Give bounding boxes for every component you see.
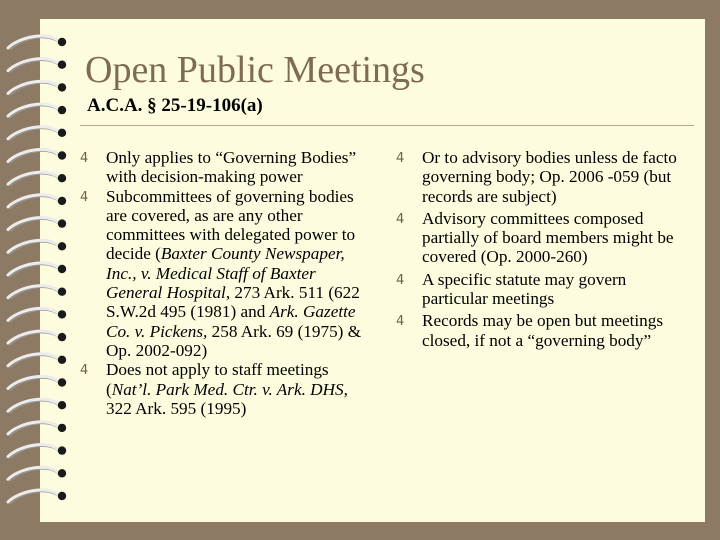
binding-ring-icon <box>8 172 66 186</box>
left-bullet-list <box>80 148 372 418</box>
bullet-text: A specific statute may govern particular meetings <box>422 269 627 309</box>
case-citation: Ark. Gazette Co. v. Pickens, <box>106 302 356 341</box>
list-item <box>396 311 696 350</box>
binding-ring-icon <box>8 286 66 300</box>
bullet-marker-icon: 4 <box>396 151 405 166</box>
bullet-text-part: , 273 Ark. 511 (622 S.W.2d 495 (1981) and <box>106 283 360 322</box>
binding-ring-icon <box>8 331 66 345</box>
list-item <box>80 187 372 361</box>
bullet-text <box>106 360 348 418</box>
binding-ring-icon <box>8 240 66 254</box>
list-item <box>396 209 696 267</box>
binding-ring-icon <box>8 149 66 163</box>
binding-ring-icon <box>8 263 66 277</box>
bullet-marker-icon: 4 <box>396 314 405 330</box>
binding-ring-icon <box>8 467 66 481</box>
binding-ring-icon <box>8 218 66 232</box>
spiral-binding <box>0 0 80 540</box>
binding-ring-icon <box>8 490 66 504</box>
bullet-marker-icon: 4 <box>396 211 405 227</box>
bullet-text-part: Subcommittees of governing bodies are covered, as are any other committees with delegated power to decide ( <box>106 186 356 264</box>
bullet-text: Only applies to “Governing Bodies” with decision-making power <box>106 148 357 187</box>
bullet-marker-icon: 4 <box>80 363 89 379</box>
list-item <box>80 148 372 187</box>
binding-ring-icon <box>8 59 66 73</box>
binding-ring-icon <box>8 308 66 322</box>
binding-ring-icon <box>8 399 66 413</box>
case-citation: Nat’l. Park Med. Ctr. v. Ark. DHS <box>111 379 344 399</box>
bullet-text: Records may be open but meetings closed, if not a “governing body” <box>422 311 664 350</box>
list-item <box>80 360 372 418</box>
binding-ring-icon <box>8 354 66 368</box>
title-divider <box>80 125 694 126</box>
case-citation: Baxter County Newspaper, Inc., v. Medical Staff of Baxter General Hospital <box>106 244 345 303</box>
binding-ring-icon <box>8 445 66 459</box>
binding-ring-icon <box>8 195 66 209</box>
bullet-text-part: Does not apply to staff meetings ( <box>106 360 329 399</box>
list-item <box>396 148 696 206</box>
bullet-text: Advisory committees composed partially of board members might be covered (Op. 2000-260) <box>422 208 674 267</box>
binding-ring-icon <box>8 36 66 50</box>
bullet-marker-icon: 4 <box>80 189 89 205</box>
bullet-text-part: , 322 Ark. 595 (1995) <box>106 379 348 418</box>
right-bullet-list <box>396 148 696 353</box>
bullet-text-part: 258 Ark. 69 (1975) & Op. 2002-092) <box>106 321 362 360</box>
slide-subtitle: A.C.A. § 25-19-106(a) <box>87 95 263 116</box>
binding-ring-icon <box>8 422 66 436</box>
bullet-text: Or to advisory bodies unless de facto governing body; Op. 2006 -059 (but records are subject) <box>422 148 677 206</box>
bullet-text <box>106 187 361 360</box>
binding-ring-icon <box>8 81 66 95</box>
bullet-marker-icon: 4 <box>396 272 405 288</box>
binding-ring-icon <box>8 127 66 141</box>
binding-ring-icon <box>8 104 66 118</box>
slide-title: Open Public Meetings <box>85 49 425 91</box>
list-item <box>396 270 696 309</box>
binding-ring-icon <box>8 376 66 390</box>
bullet-marker-icon: 4 <box>80 151 89 166</box>
